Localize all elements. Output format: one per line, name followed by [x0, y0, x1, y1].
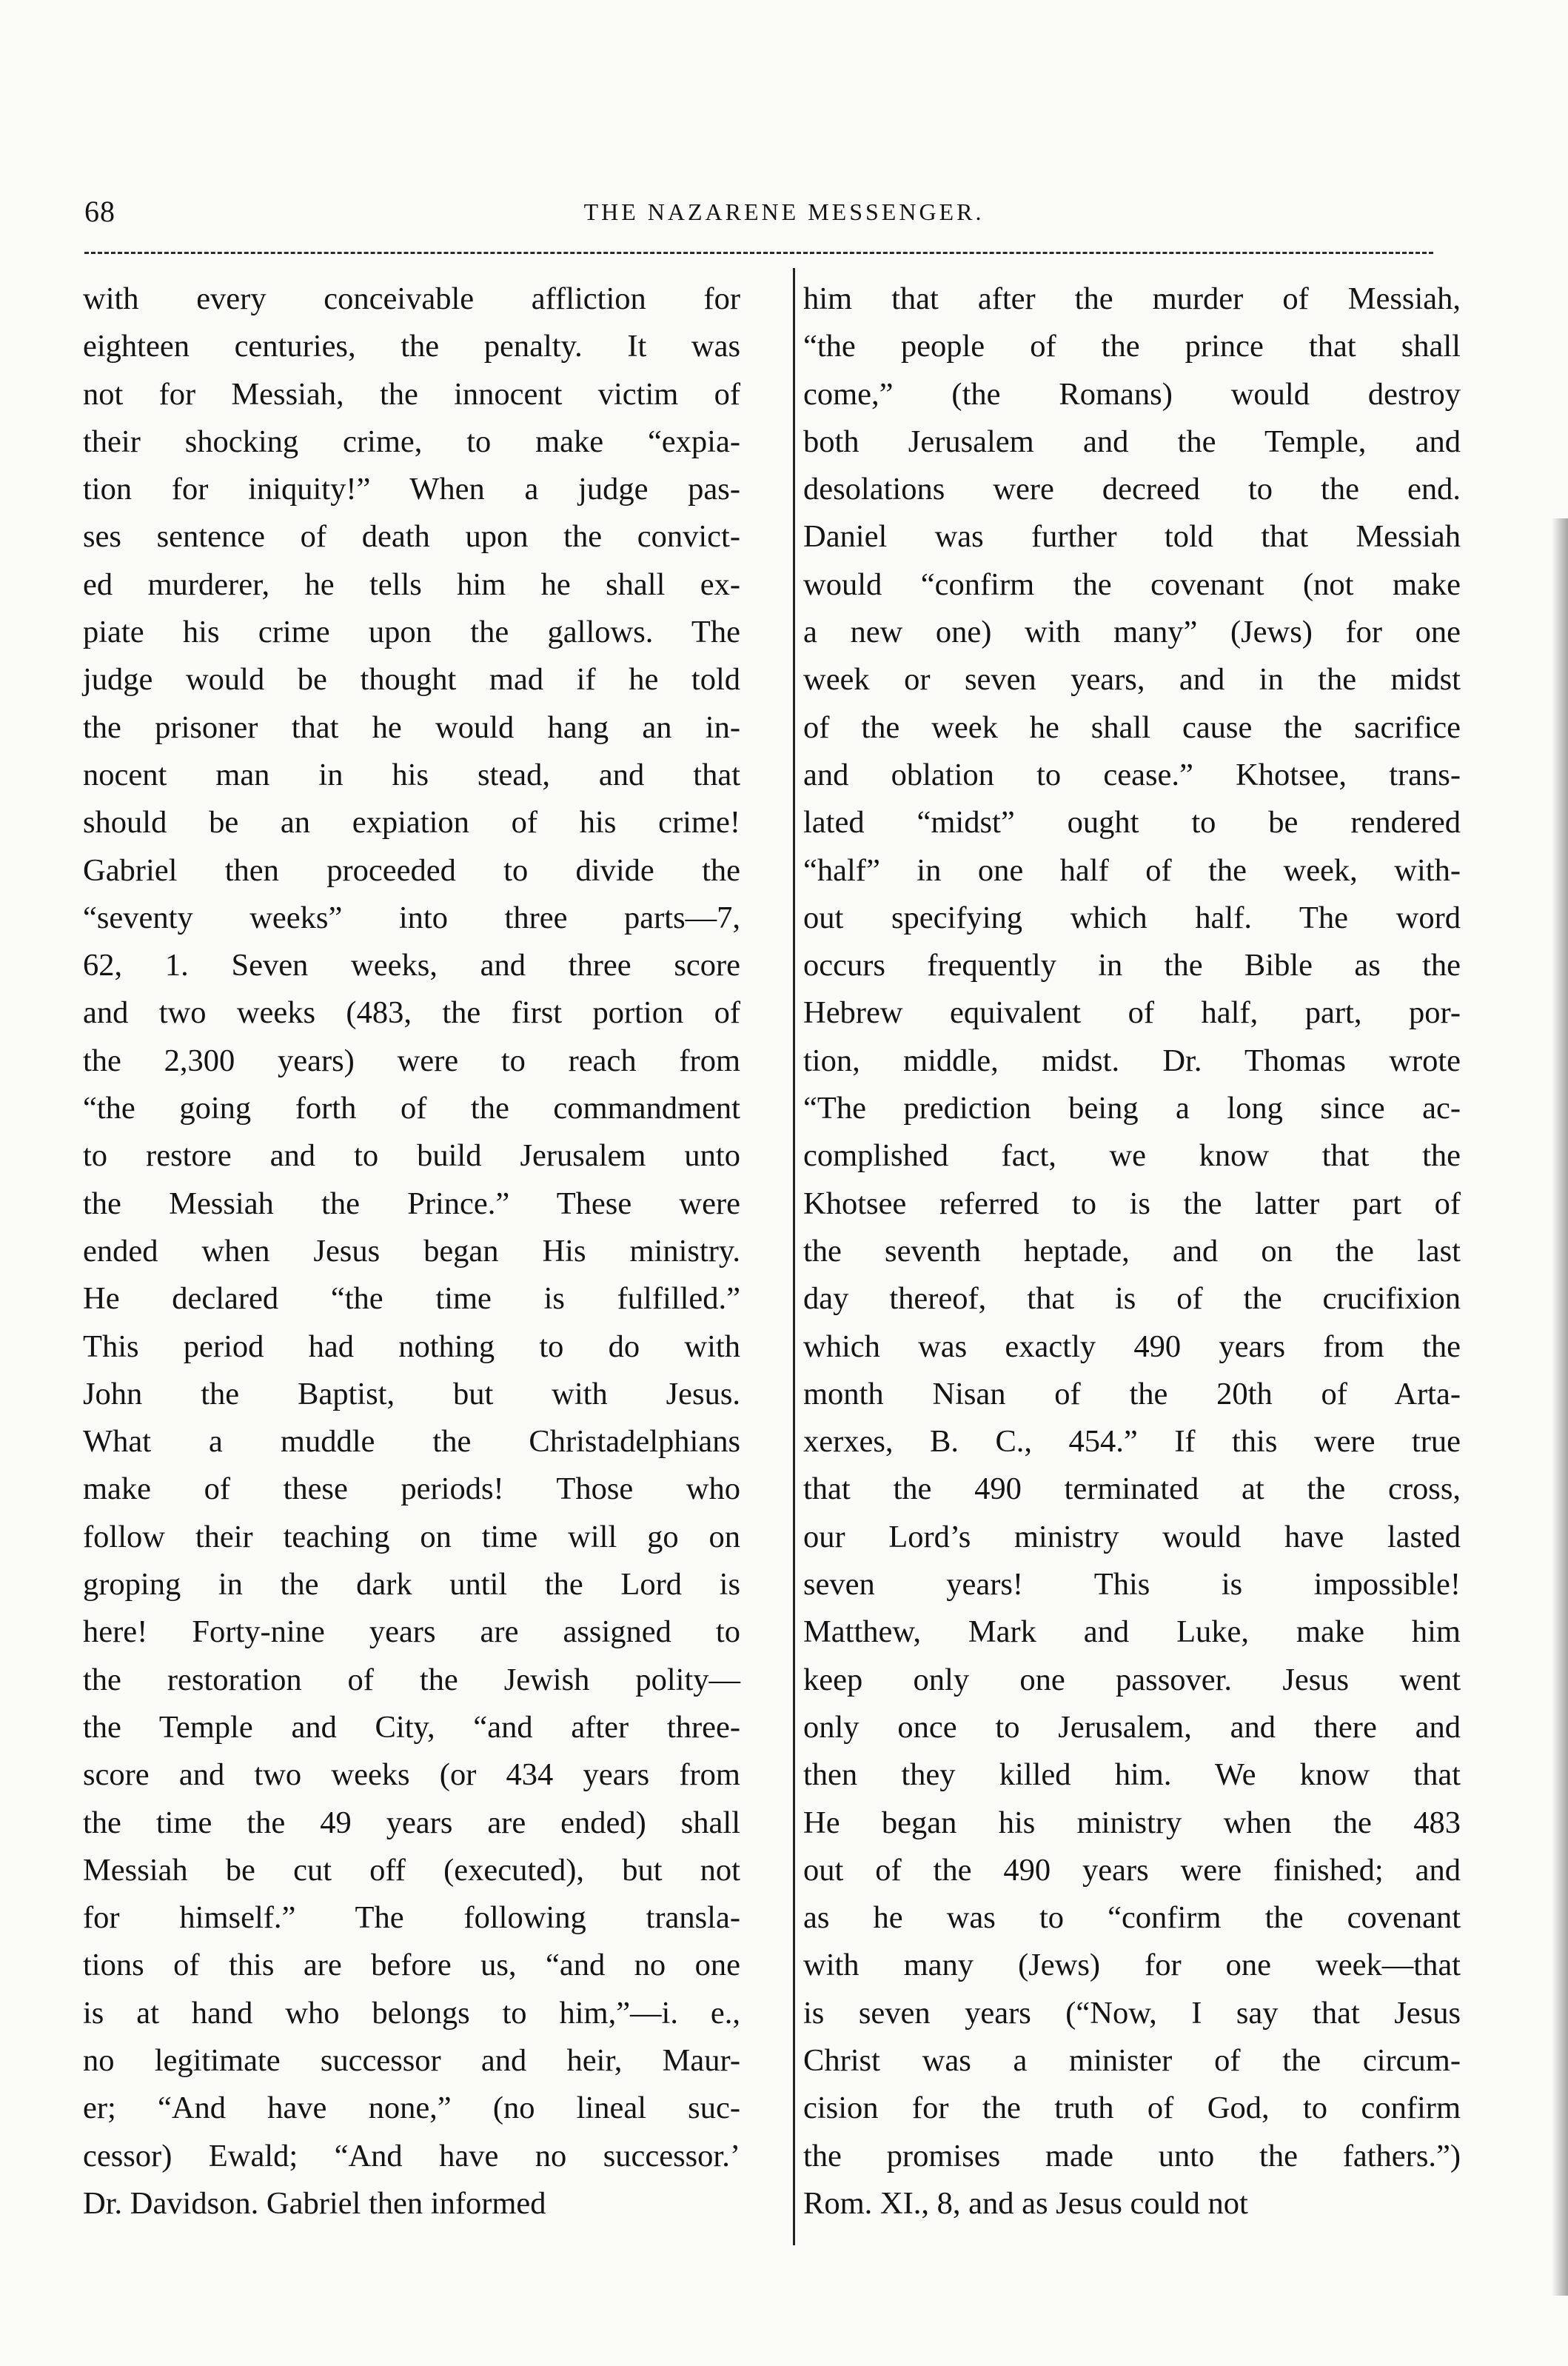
text-line: cessor) Ewald; “And have no successor.’ [83, 2138, 740, 2173]
text-line: for himself.” The following transla- [83, 1900, 740, 1936]
text-line: a new one) with many” (Jews) for one [803, 615, 1461, 650]
text-line: score and two weeks (or 434 years from [83, 1757, 740, 1793]
text-line: “seventy weeks” into three parts—7, [83, 900, 740, 935]
text-line: our Lord’s ministry would have lasted [803, 1519, 1461, 1554]
text-line: the time the 49 years are ended) shall [83, 1805, 740, 1840]
text-line: eighteen centuries, the penalty. It was [83, 329, 740, 364]
text-line: Gabriel then proceeded to divide the [83, 852, 740, 888]
text-line: John the Baptist, but with Jesus. [83, 1376, 740, 1411]
text-line: 62, 1. Seven weeks, and three score [83, 948, 740, 983]
text-line: out of the 490 years were finished; and [803, 1852, 1461, 1888]
text-line: occurs frequently in the Bible as the [803, 948, 1461, 983]
text-line: Messiah be cut off (executed), but not [83, 1852, 740, 1888]
text-line: the seventh heptade, and on the last [803, 1233, 1461, 1269]
text-line: keep only one passover. Jesus went [803, 1662, 1461, 1697]
text-line: He began his ministry when the 483 [803, 1805, 1461, 1840]
text-line: ses sentence of death upon the convict- [83, 519, 740, 555]
text-line: the restoration of the Jewish polity— [83, 1662, 740, 1697]
text-line: and oblation to cease.” Khotsee, trans- [803, 757, 1461, 792]
text-line: as he was to “confirm the covenant [803, 1900, 1461, 1936]
text-line: er; “And have none,” (no lineal suc- [83, 2091, 740, 2126]
text-line: Matthew, Mark and Luke, make him [803, 1614, 1461, 1650]
text-line: cision for the truth of God, to confirm [803, 2091, 1461, 2126]
text-line: the promises made unto the fathers.”) [803, 2138, 1461, 2173]
text-line: no legitimate successor and heir, Maur- [83, 2042, 740, 2078]
text-line: He declared “the time is fulfilled.” [83, 1281, 740, 1317]
text-line: here! Forty-nine years are assigned to [83, 1614, 740, 1650]
text-line: the Temple and City, “and after three- [83, 1709, 740, 1745]
text-line: that the 490 terminated at the cross, [803, 1471, 1461, 1507]
text-line: then they killed him. We know that [803, 1757, 1461, 1793]
text-line: tions of this are before us, “and no one [83, 1948, 740, 1983]
text-line: month Nisan of the 20th of Arta- [803, 1376, 1461, 1411]
text-line: not for Messiah, the innocent victim of [83, 376, 740, 412]
text-line: with many (Jews) for one week—that [803, 1948, 1461, 1983]
text-line: complished fact, we know that the [803, 1138, 1461, 1174]
text-line: the prisoner that he would hang an in- [83, 709, 740, 745]
text-line: tion for iniquity!” When a judge pas- [83, 472, 740, 507]
text-line: nocent man in his stead, and that [83, 757, 740, 792]
text-line: and two weeks (483, the first portion of [83, 995, 740, 1031]
text-line: the Messiah the Prince.” These were [83, 1186, 740, 1221]
text-line: should be an expiation of his crime! [83, 805, 740, 841]
text-line: piate his crime upon the gallows. The [83, 615, 740, 650]
left-column [83, 275, 740, 2228]
text-line: judge would be thought mad if he told [83, 662, 740, 698]
text-line: lated “midst” ought to be rendered [803, 805, 1461, 841]
text-line: Hebrew equivalent of half, part, por- [803, 995, 1461, 1031]
text-line: “the going forth of the commandment [83, 1091, 740, 1126]
text-line: their shocking crime, to make “expia- [83, 424, 740, 459]
text-line: tion, middle, midst. Dr. Thomas wrote [803, 1043, 1461, 1078]
text-line: Rom. XI., 8, and as Jesus could not [803, 2185, 1248, 2221]
text-line: to restore and to build Jerusalem unto [83, 1138, 740, 1174]
text-line: Khotsee referred to is the latter part of [803, 1186, 1461, 1221]
text-line: ended when Jesus began His ministry. [83, 1233, 740, 1269]
text-line: What a muddle the Christadelphians [83, 1424, 740, 1460]
text-line: out specifying which half. The word [803, 900, 1461, 935]
page-number: 68 [84, 195, 115, 228]
text-line: the 2,300 years) were to reach from [83, 1043, 740, 1078]
text-line: Daniel was further told that Messiah [803, 519, 1461, 555]
text-line: make of these periods! Those who [83, 1471, 740, 1507]
text-line: “the people of the prince that shall [803, 329, 1461, 364]
header-rule [84, 252, 1433, 254]
text-line: day thereof, that is of the crucifixion [803, 1281, 1461, 1317]
text-line: would “confirm the covenant (not make [803, 567, 1461, 602]
text-line: is at hand who belongs to him,”—i. e., [83, 1995, 740, 2031]
text-line: ed murderer, he tells him he shall ex- [83, 567, 740, 602]
text-line: Dr. Davidson. Gabriel then informed [83, 2185, 546, 2221]
text-line: is seven years (“Now, I say that Jesus [803, 1995, 1461, 2031]
text-line: groping in the dark until the Lord is [83, 1567, 740, 1603]
text-line: follow their teaching on time will go on [83, 1519, 740, 1554]
page-edge-shadow [1552, 518, 1568, 2296]
text-line: which was exactly 490 years from the [803, 1329, 1461, 1364]
text-line: seven years! This is impossible! [803, 1567, 1461, 1603]
text-line: only once to Jerusalem, and there and [803, 1709, 1461, 1745]
running-title: THE NAZARENE MESSENGER. [583, 198, 985, 225]
text-line: This period had nothing to do with [83, 1329, 740, 1364]
text-line: “The prediction being a long since ac- [803, 1091, 1461, 1126]
text-line: xerxes, B. C., 454.” If this were true [803, 1424, 1461, 1460]
column-divider [793, 268, 795, 2245]
text-line: week or seven years, and in the midst [803, 662, 1461, 698]
text-line: of the week he shall cause the sacrifice [803, 709, 1461, 745]
text-line: with every conceivable affliction for [83, 281, 740, 316]
text-line: him that after the murder of Messiah, [803, 281, 1461, 316]
text-line: desolations were decreed to the end. [803, 472, 1461, 507]
text-line: “half” in one half of the week, with- [803, 852, 1461, 888]
text-line: come,” (the Romans) would destroy [803, 376, 1461, 412]
text-line: both Jerusalem and the Temple, and [803, 424, 1461, 459]
right-column [803, 275, 1461, 2228]
text-line: Christ was a minister of the circum- [803, 2042, 1461, 2078]
